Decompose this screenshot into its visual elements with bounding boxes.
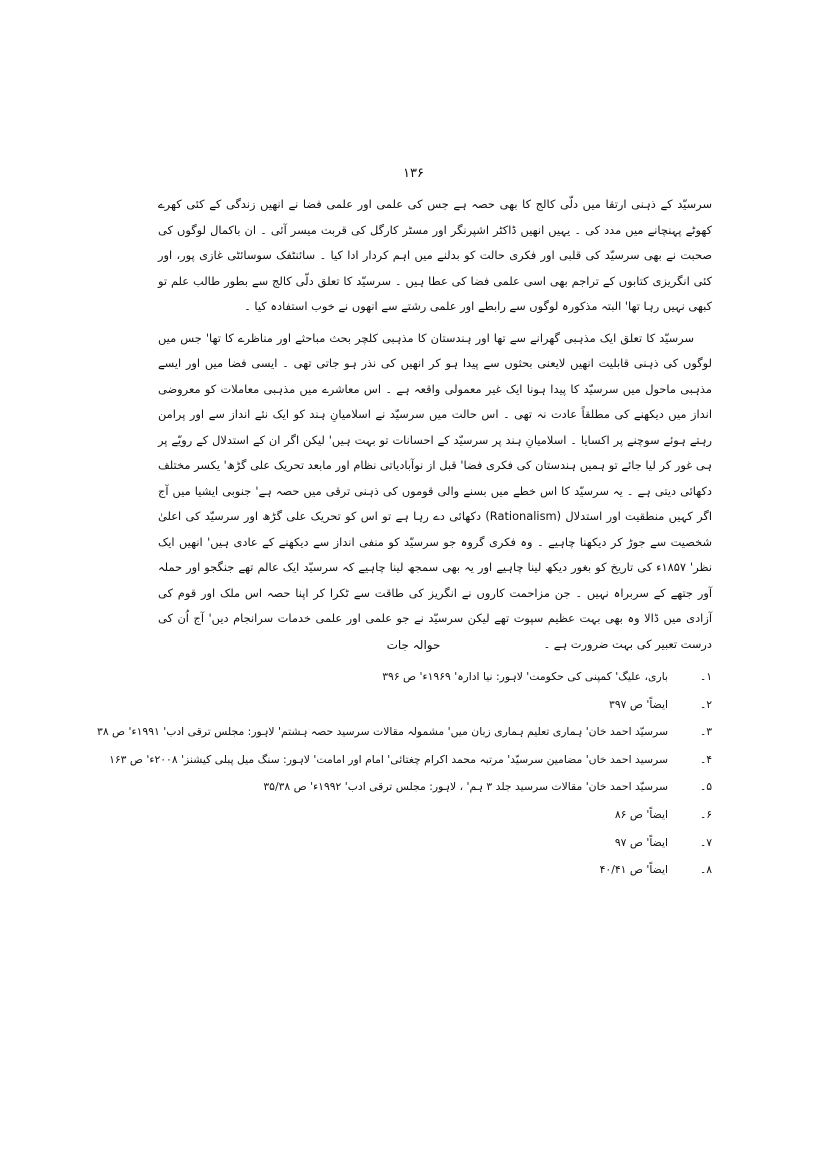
reference-text: سرسیّد احمد خان' مقالات سرسید جلد ۳ ہم' ، لاہور: مجلس ترقی ادب' ۱۹۹۲ء' ص ۳۵/۳۸ [263, 780, 668, 794]
reference-number: ۸۔ [699, 863, 712, 877]
reference-number: ۳۔ [699, 725, 712, 739]
body-text [158, 192, 712, 663]
reference-text: باری، علیگ' کمپنی کی حکومت' لاہور: نیا ادارہ' ۱۹۶۹ء' ص ۳۹۶ [382, 670, 668, 683]
reference-number: ۶۔ [699, 807, 712, 821]
reference-text: ایضاً' ص ۳۹۷ [609, 697, 668, 711]
reference-number: ۴۔ [699, 752, 712, 766]
paragraph-2: سرسیّد کا تعلق ایک مذہبی گھرانے سے تھا اور ہندستان کا مذہبی کلچر بحث مباحثے اور مناظرے کا تھا' جس میں لوگوں کی ذہنی قابلیت انھیں لایعنی بحثوں سے پیدا ہو کر انھیں کی نذر ہو جاتی تھی ۔ ایسی فضا میں اور ایسے مذہبی ماحول میں سرسیّد کا پیدا ہونا ایک غیر معمولی واقعہ ہے ۔ اس معاشرے میں مذہبی معاملات کو معروضی انداز میں دیکھنے کی مطلقاً عادت نہ تھی ۔ اس حالت میں سرسیّد نے اسلامیانِ ہند کو ایک نئے انداز سے اور پرامن رہتے ہوئے سوچنے پر اکسایا ۔ اسلامیانِ ہند پر سرسیّد کے احسانات تو بہت ہیں' لیکن اگر ان کے استدلال کے رویّے پر ہی غور کر لیا جائے تو ہمیں ہندستان کی فکری فضا' قبل از نوآبادیاتی نظام اور مابعد تحریک علی گڑھ' یکسر مختلف دکھائی دیتی ہے ۔ یہ سرسیّد کا اس خطے میں بسنے والی قوموں کی ذہنی ترقی میں حصہ ہے' جنوبی ایشیا میں آج اگر کہیں منطقیت اور استدلال (Rationalism) دکھائی دے رہا ہے تو اس کو تحریک علی گڑھ اور سرسیّد کی اعلیٰ شخصیت سے جوڑ کر دیکھنا چاہیے ۔ وہ فکری گروہ جو سرسیّد کو منفی انداز سے دیکھنے کے عادی ہیں' انھیں ایک نظر' ۱۸۵۷ء کی تاریخ کو بغور دیکھ لینا چاہیے اور یہ بھی سمجھ لینا چاہیے کہ سرسیّد ایک عالم تھے جنگجو اور حملہ آور جتھے کے سربراہ نہیں ۔ جن مزاحمت کاروں نے انگریز کی طاقت سے ٹکرا کر اپنا حصہ اس ملک اور قوم کی آزادی میں ڈالا وہ بھی بہت عظیم سپوت تھے لیکن سرسیّد نے جو علمی اور علمی خدمات سرانجام دیں' آج اُن کی درست تعبیر کی بہت ضرورت ہے ۔ [158, 330, 712, 651]
reference-text: سرسید احمد خاں' مضامین سرسیّد' مرتبہ محمد اکرام چغتائی' امام اور امامت' لاہور: سنگ میل پبلی کیشنز' ۲۰۰۸ء' ص ۱۶۳ [109, 752, 668, 766]
reference-item [158, 691, 712, 719]
reference-text: ایضاً' ص ۴۰/۴۱ [599, 863, 668, 877]
reference-item [158, 856, 712, 884]
reference-text: ایضاً' ص ۹۷ [614, 835, 668, 849]
paragraph-1: سرسیّد کے ذہنی ارتقا میں دلّی کالج کا بھی حصہ ہے جس کی علمی اور علمی فضا نے انھیں زندگی کے کئی کھرے کھوٹے پہنچانے میں مدد کی ۔ یہیں انھیں ڈاکٹر اشپرنگر اور مسٹر کارگل کی قربت میسر آئی ۔ ان باکمال لوگوں کی صحبت نے بھی سرسیّد کی قلبی اور فکری حالت کو بدلنے میں اہم کردار ادا کیا ۔ سائنٹفک سوسائٹی غازی پور، اور کئی انگریزی کتابوں کے تراجم بھی اسی علمی فضا کی عطا ہیں ۔ سرسیّد کا تعلق دلّی کالج سے بطور طالب علم تو کبھی نہیں رہا تھا' البتہ مذکورہ لوگوں سے رابطے اور علمی رشتے سے انھوں نے خوب استفادہ کیا ۔ [158, 197, 712, 313]
reference-number: ۷۔ [699, 835, 712, 849]
reference-number: ۲۔ [699, 697, 712, 711]
reference-item [158, 801, 712, 829]
reference-item [109, 746, 712, 774]
reference-number: ۵۔ [699, 780, 712, 794]
reference-text: ایضاً' ص ۸۶ [614, 807, 668, 821]
reference-text: سرسیّد احمد خان' ہماری تعلیم ہماری زبان میں' مشمولہ مقالات سرسید حصہ ہشتم' لاہور: مجلس ترقی ادب' ۱۹۹۱ء' ص ۳۸ [97, 725, 668, 739]
reference-item [158, 773, 712, 801]
references-heading: حوالہ جات [386, 638, 441, 652]
reference-item [158, 829, 712, 857]
page-number: ۱۳۶ [403, 166, 424, 181]
reference-number: ۱۔ [699, 670, 712, 683]
reference-item [158, 663, 712, 691]
reference-item [97, 718, 712, 746]
references-list [97, 663, 712, 884]
